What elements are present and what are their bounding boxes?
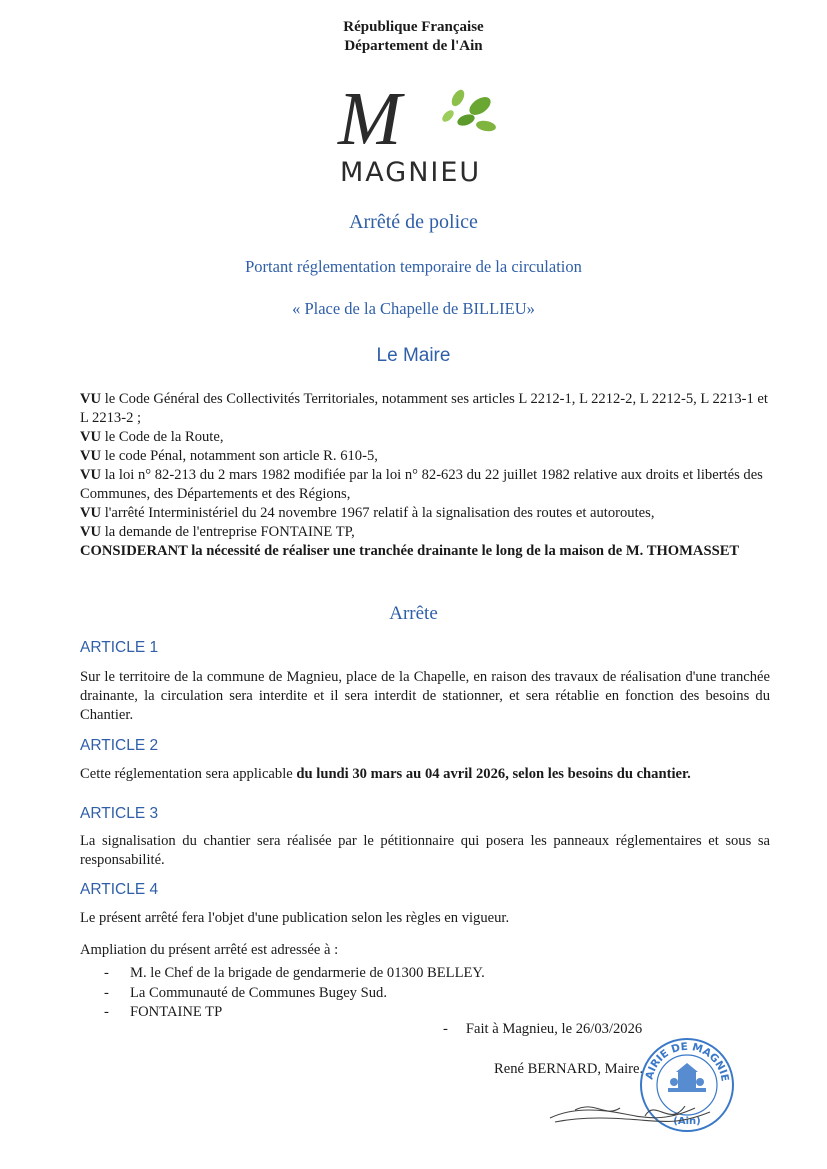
- header-departement: Département de l'Ain: [344, 38, 483, 54]
- visa-lead: VU: [80, 448, 102, 464]
- recipient: M. le Chef de la brigade de gendarmerie de 01300 BELLEY.: [130, 965, 485, 981]
- visa-lead: VU: [80, 391, 102, 407]
- stamp-top-text: AIRIE DE MAGNIE: [643, 1040, 731, 1083]
- leaf-icon: [440, 88, 496, 133]
- page-title: Arrêté de police: [349, 211, 478, 233]
- visa-lead: VU: [80, 467, 102, 483]
- done-at: [443, 1021, 642, 1038]
- visa-text: le code Pénal, notamment son article R. 610-5,: [101, 448, 378, 464]
- logo-graphic: [330, 78, 505, 186]
- signatory: René BERNARD, Maire.: [494, 1061, 644, 1077]
- article-4-text: Le présent arrêté fera l'objet d'une publication selon les règles en vigueur.: [80, 910, 510, 926]
- list-item: [104, 964, 485, 984]
- recipient: FONTAINE TP: [130, 1004, 223, 1020]
- recipient: La Communauté de Communes Bugey Sud.: [130, 984, 387, 1001]
- visa-text: le Code de la Route,: [101, 429, 224, 445]
- article-1-title: ARTICLE 1: [80, 639, 159, 656]
- list-item: [104, 984, 485, 1004]
- visa-item: [80, 447, 770, 466]
- stamp-bottom-text: (Ain): [673, 1116, 701, 1127]
- dash: -: [104, 984, 109, 1001]
- signature-icon: [545, 1088, 715, 1138]
- article-3-title: ARTICLE 3: [80, 805, 159, 822]
- visa-item: [80, 504, 770, 523]
- arrete-heading: Arrête: [389, 603, 438, 624]
- dash: -: [104, 1004, 109, 1020]
- header-republique: République Française: [343, 19, 484, 35]
- article-1-text: Sur le territoire de la commune de Magnieu, place de la Chapelle, en raison des travaux de réalisation d'une tranchée drainante, la circulation sera interdite et il sera interdit de stationner, et sera rétablie en fonction des besoins du Chantier.: [80, 669, 770, 723]
- visa-item: [80, 428, 770, 447]
- considerant: [80, 542, 770, 561]
- article-2-dates: du lundi 30 mars au 04 avril 2026, selon les besoins du chantier.: [296, 766, 691, 782]
- visa-text: l'arrêté Interministériel du 24 novembre 1967 relatif à la signalisation des routes et autoroutes,: [101, 505, 655, 521]
- logo-name: MAGNIEU: [340, 157, 482, 186]
- list-item: [104, 1003, 485, 1023]
- visa-item: [80, 390, 770, 428]
- handwritten-signature: [545, 1088, 715, 1138]
- article-4-title: ARTICLE 4: [80, 881, 159, 898]
- visa-text: la loi n° 82-213 du 2 mars 1982 modifiée par la loi n° 82-623 du 22 juillet 1982 relative aux droits et libertés des Communes, des Départements et des Régions,: [80, 467, 763, 502]
- place-name: « Place de la Chapelle de BILLIEU»: [292, 299, 535, 318]
- subtitle: Portant réglementation temporaire de la circulation: [245, 257, 582, 276]
- distribution-list: [104, 964, 485, 1023]
- visa-lead: VU: [80, 429, 102, 445]
- article-2-text: [80, 765, 770, 784]
- magnieu-logo: [330, 78, 505, 186]
- article-3-text: La signalisation du chantier sera réalisée par le pétitionnaire qui posera les panneaux réglementaires et sous sa responsabilité.: [80, 833, 770, 868]
- visa-item: [80, 466, 770, 504]
- article-2-title: ARTICLE 2: [80, 737, 159, 754]
- ampliation: Ampliation du présent arrêté est adressée à :: [80, 942, 339, 958]
- authority-heading: Le Maire: [376, 345, 451, 366]
- logo-letter: M: [338, 78, 402, 161]
- article-2-plain: Cette réglementation sera applicable: [80, 766, 297, 782]
- visa-item: [80, 523, 770, 542]
- visa-text: le Code Général des Collectivités Territoriales, notamment ses articles L 2212-1, L 2212-2, L 2212-5, L 2213-1 et L 2213-2 ;: [80, 391, 768, 426]
- visas-block: [80, 390, 770, 561]
- done-at-text: Fait à Magnieu, le 26/03/2026: [465, 1021, 643, 1037]
- visa-text: la demande de l'entreprise FONTAINE TP,: [101, 524, 355, 540]
- visa-lead: VU: [80, 505, 102, 521]
- considerant-text: CONSIDERANT la nécessité de réaliser une tranchée drainante le long de la maison de M. THOMASSET: [80, 543, 740, 559]
- visa-lead: VU: [80, 524, 102, 540]
- dash: -: [443, 1021, 448, 1037]
- dash: -: [104, 965, 109, 981]
